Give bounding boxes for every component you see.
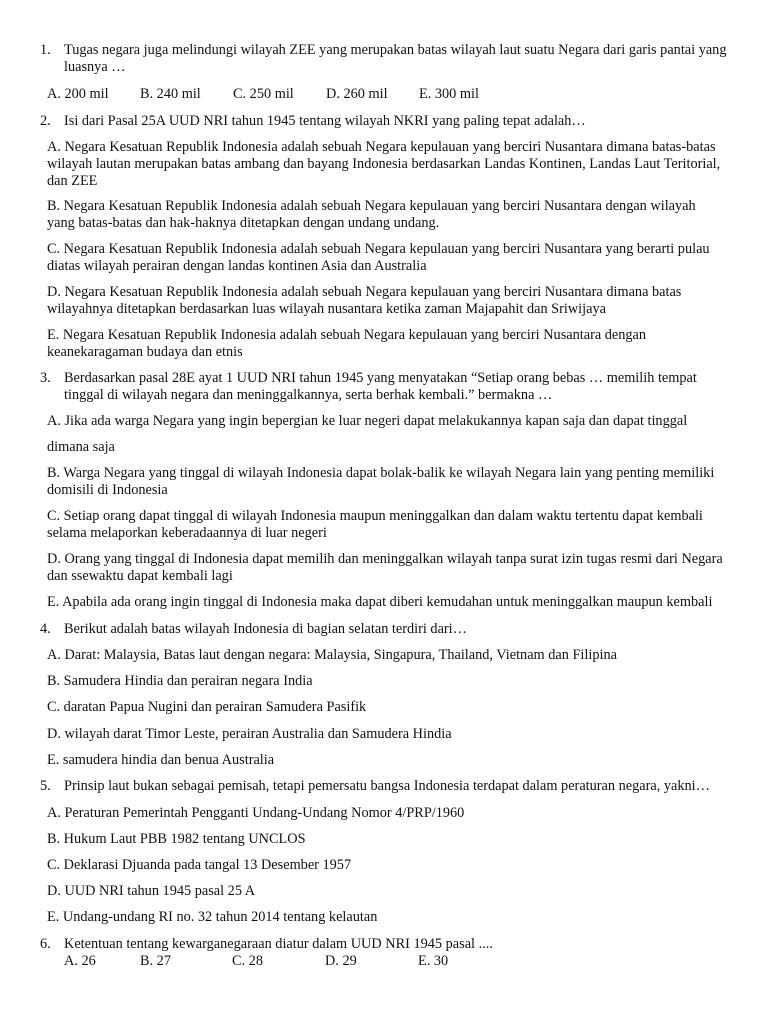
question-3-option-c: C. Setiap orang dapat tinggal di wilayah Indonesia maupun meninggalkan dan dalam waktu tertentu dapat kembali selama melaporkan keberadaannya di luar negeri xyxy=(47,508,703,541)
question-3-option-e: E. Apabila ada orang ingin tinggal di Indonesia maka dapat diberi kemudahan untuk meninggalkan maupun kembali xyxy=(47,594,713,610)
question-4-option-b: B. Samudera Hindia dan perairan negara India xyxy=(47,673,313,689)
question-number: 4. xyxy=(40,621,51,637)
question-number: 2. xyxy=(40,113,51,129)
question-5-option-e: E. Undang-undang RI no. 32 tahun 2014 tentang kelautan xyxy=(47,909,378,925)
question-number: 6. xyxy=(40,936,51,952)
question-number: 1. xyxy=(40,42,51,58)
question-4-option-d: D. wilayah darat Timor Leste, perairan Australia dan Samudera Hindia xyxy=(47,726,452,742)
option-c: C. 250 mil xyxy=(233,86,294,102)
option-a: A. 200 mil xyxy=(47,86,109,102)
option-b: B. 240 mil xyxy=(140,86,201,102)
question-text: Prinsip laut bukan sebagai pemisah, tetapi pemersatu bangsa Indonesia terdapat dalam peraturan negara, yakni… xyxy=(64,778,710,794)
question-3 xyxy=(40,370,730,404)
option-a: A. 26 xyxy=(64,953,96,969)
question-number: 3. xyxy=(40,370,51,386)
question-5-option-a: A. Peraturan Pemerintah Pengganti Undang-Undang Nomor 4/PRP/1960 xyxy=(47,805,465,821)
question-2-option-b: B. Negara Kesatuan Republik Indonesia adalah sebuah Negara kepulauan yang berciri Nusantara dengan wilayah yang batas-batas dan hak-haknya ditetapkan dengan undang undang. xyxy=(47,198,696,231)
option-d: D. 260 mil xyxy=(326,86,388,102)
question-text: Berikut adalah batas wilayah Indonesia di bagian selatan terdiri dari… xyxy=(64,621,467,637)
question-text: Berdasarkan pasal 28E ayat 1 UUD NRI tahun 1945 yang menyatakan “Setiap orang bebas … memilih tempat tinggal di wilayah negara dan meninggalkannya, serta berhak kembali.” bermakna … xyxy=(64,370,697,403)
question-2-option-d: D. Negara Kesatuan Republik Indonesia adalah sebuah Negara kepulauan yang berciri Nusantara dimana batas wilayahnya ditetapkan berdasarkan luas wilayah nusantara ketika zaman Majapahit dan Sriwijaya xyxy=(47,284,682,317)
question-number: 5. xyxy=(40,778,51,794)
question-3-option-b: B. Warga Negara yang tinggal di wilayah Indonesia dapat bolak-balik ke wilayah Negara lain yang penting memiliki domisili di Indonesia xyxy=(47,465,715,498)
option-b: B. 27 xyxy=(140,953,171,969)
question-2 xyxy=(40,113,730,130)
question-text: Ketentuan tentang kewarganegaraan diatur dalam UUD NRI 1945 pasal .... xyxy=(64,936,493,952)
question-3-option-d: D. Orang yang tinggal di Indonesia dapat memilih dan meninggalkan wilayah tanpa surat izin tugas resmi dari Negara dan ssewaktu dapat kembali lagi xyxy=(47,551,723,584)
question-1 xyxy=(40,42,730,76)
question-6 xyxy=(40,936,730,953)
question-2-option-c: C. Negara Kesatuan Republik Indonesia adalah sebuah Negara kepulauan yang berciri Nusantara yang berarti pulau diatas wilayah perairan dengan landas kontinen Asia dan Australia xyxy=(47,241,710,274)
question-4-option-e: E. samudera hindia dan benua Australia xyxy=(47,752,275,768)
option-e: E. 300 mil xyxy=(419,86,479,102)
question-5-option-c: C. Deklarasi Djuanda pada tangal 13 Desember 1957 xyxy=(47,857,352,873)
question-text: Tugas negara juga melindungi wilayah ZEE yang merupakan batas wilayah laut suatu Negara dari garis pantai yang luasnya … xyxy=(64,42,727,75)
question-2-option-e: E. Negara Kesatuan Republik Indonesia adalah sebuah Negara kepulauan yang berciri Nusantara dengan keanekaragaman budaya dan etnis xyxy=(47,327,647,360)
question-text: Isi dari Pasal 25A UUD NRI tahun 1945 tentang wilayah NKRI yang paling tepat adalah… xyxy=(64,113,586,129)
question-1-options xyxy=(47,86,727,103)
question-4-option-a: A. Darat: Malaysia, Batas laut dengan negara: Malaysia, Singapura, Thailand, Vietnam dan Filipina xyxy=(47,647,617,663)
question-4 xyxy=(40,621,730,638)
option-d: D. 29 xyxy=(325,953,357,969)
question-3-option-a: A. Jika ada warga Negara yang ingin bepergian ke luar negeri dapat melakukannya kapan saja dan dapat tinggal xyxy=(47,413,688,429)
question-3-option-a-continued: dimana saja xyxy=(47,439,115,455)
option-c: C. 28 xyxy=(232,953,263,969)
question-5-option-d: D. UUD NRI tahun 1945 pasal 25 A xyxy=(47,883,256,899)
question-6-options xyxy=(64,953,744,970)
question-5-option-b: B. Hukum Laut PBB 1982 tentang UNCLOS xyxy=(47,831,306,847)
question-4-option-c: C. daratan Papua Nugini dan perairan Samudera Pasifik xyxy=(47,699,367,715)
question-2-option-a: A. Negara Kesatuan Republik Indonesia adalah sebuah Negara kepulauan yang berciri Nusantara dimana batas-batas wilayah lautan merupakan batas ambang dan bayang Indonesia berdasarkan Landas Kontinen, Landas Laut Teritorial, dan ZEE xyxy=(47,139,721,189)
option-e: E. 30 xyxy=(418,953,449,969)
question-5 xyxy=(40,778,730,795)
